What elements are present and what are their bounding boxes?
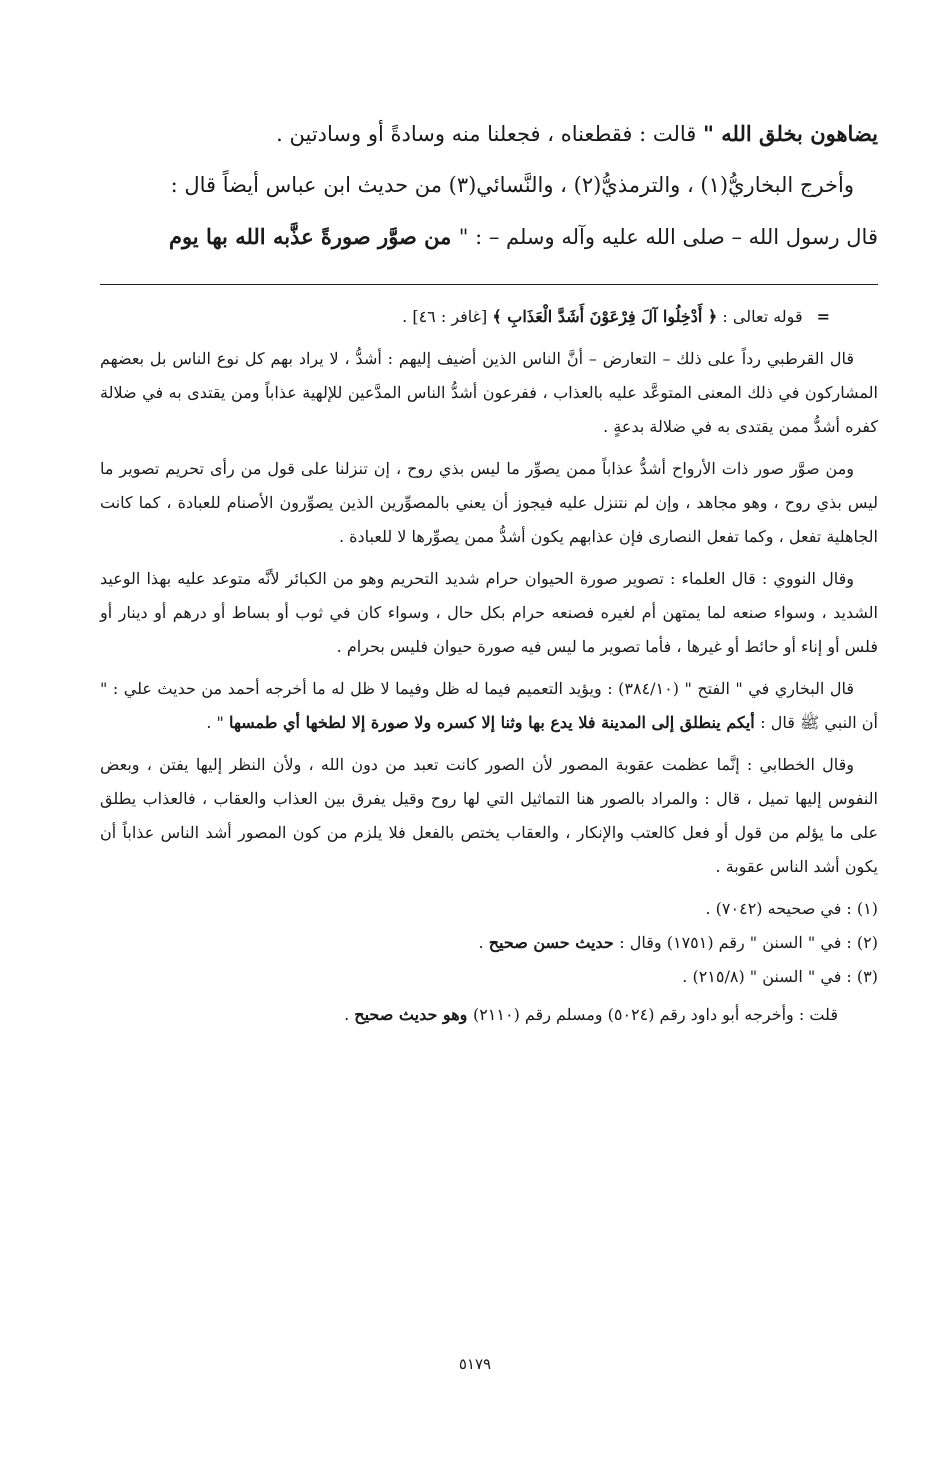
editor-note-grade: وهو حديث صحيح bbox=[354, 1005, 473, 1024]
editor-note-text: قلت : وأخرجه أبو داود رقم (٥٠٢٤) ومسلم رقم (٢١١٠) bbox=[472, 1005, 838, 1024]
footnote-3: (٣) : في " السنن " (٢١٥/٨) . bbox=[682, 967, 878, 986]
editor-note-end: . bbox=[344, 1005, 355, 1024]
footnote-2-end: . bbox=[478, 933, 489, 952]
continuation-marker: = bbox=[816, 307, 830, 326]
commentary-notes bbox=[100, 300, 878, 1032]
footnote-1: (١) : في صحيحه (٧٠٤٢) . bbox=[705, 899, 878, 918]
qurtubi-paragraph: قال القرطبي رداً على ذلك – التعارض – أنَّ الناس الذين أضيف إليهم : أشدُّ ، لا يراد بهم كل نوع الناس بل بعضهم المشاركون في ذلك المعنى المتوعَّد عليه بالعذاب ، ففرعون أشدُّ الناس المدَّعين للإلهية عذاباً ومن يقتدى به في ضلالة كفره أشدُّ ممن يقتدى به في ضلالة بدعةٍ . bbox=[100, 349, 878, 436]
main-line-3-text: قال رسول الله – صلى الله عليه وآله وسلم – : " bbox=[458, 225, 878, 249]
page-number: ٥١٧٩ bbox=[458, 1355, 492, 1373]
bukhari-text: قال البخاري في " الفتح " (٣٨٤/١٠) : ويؤيد التعميم فيما له ظل وفيما لا ظل له ما أخرجه أحمد من حديث علي : " أن النبي ﷺ قال : bbox=[100, 679, 878, 732]
bukhari-bold: أيكم ينطلق إلى المدينة فلا يدع بها وثنا إلا كسره ولا صورة إلا لطخها أي طمسها bbox=[228, 713, 761, 732]
quran-intro: قوله تعالى : bbox=[722, 307, 803, 326]
main-text bbox=[100, 108, 878, 263]
editor-note bbox=[100, 998, 878, 1032]
bukhari-paragraph bbox=[100, 672, 878, 740]
main-line-1 bbox=[100, 108, 878, 160]
khattabi-paragraph: وقال الخطابي : إنَّما عظمت عقوبة المصور لأن الصور كانت تعبد من دون الله ، ولأن النظر إليها يفتن ، وبعض النفوس إليها تميل ، قال : والمراد بالصور هنا التماثيل التي لها روح وقيل يفرق بين العذاب والعقاب ، فالعذاب يطلق على ما يؤلم من قول أو فعل كالعتب والإنكار ، والعقاب يختص بالفعل فلا يلزم من كون المصور أشد الناس عذاباً أن يكون أشد الناس عقوبة . bbox=[100, 755, 879, 876]
quran-ref: [غافر : ٤٦] . bbox=[402, 307, 493, 326]
main-line-1-text: قالت : فقطعناه ، فجعلنا منه وسادةً أو وسادتين . bbox=[276, 122, 704, 146]
footnote-2 bbox=[100, 926, 878, 960]
main-line-2: وأخرج البخاريُّ(١) ، والترمذيُّ(٢) ، والنَّسائي(٣) من حديث ابن عباس أيضاً قال : bbox=[170, 173, 854, 197]
quran-note bbox=[100, 300, 878, 334]
footnote-2-text: (٢) : في " السنن " رقم (١٧٥١) وقال : bbox=[619, 933, 878, 952]
quran-verse: ﴿ أَدْخِلُوا آلَ فِرْعَوْنَ أَشَدَّ الْعَذَابِ ﴾ bbox=[492, 307, 718, 326]
nawawi-paragraph: وقال النووي : قال العلماء : تصوير صورة الحيوان حرام شديد التحريم وهو من الكبائر لأنَّه متوعد عليه بهذا الوعيد الشديد ، وسواء صنعه لما يمتهن أم لغيره فصنعه حرام بكل حال ، وسواء كان في ثوب أو بساط أو درهم أو دينار أو فلس أو إناء أو حائط أو غيرها ، فأما تصوير ما ليس فيه صورة حيوان فليس بحرام . bbox=[100, 569, 878, 656]
hadith-bold-text: من صوَّر صورةً عذَّبه الله بها يوم bbox=[168, 224, 459, 249]
footnote-separator bbox=[100, 284, 878, 285]
main-line-3 bbox=[100, 211, 878, 263]
hadith-bold-start: يضاهون بخلق الله " bbox=[703, 121, 878, 146]
footnote-2-grade: حديث حسن صحيح bbox=[488, 933, 620, 952]
bukhari-end: " . bbox=[206, 713, 229, 732]
qurtubi-paragraph-2: ومن صوَّر صور ذات الأرواح أشدُّ عذاباً ممن يصوِّر ما ليس بذي روح ، إن تنزلنا على قول من رأى تحريم تصوير ما ليس بذي روح ، وهو مجاهد ، وإن لم نتنزل عليه فيجوز أن يعني بالمصوِّرين الذين يصوِّرون الأصنام للعبادة ، كما كانت الجاهلية تفعل ، وكما تفعل النصارى فإن عذابهم يكون أشدُّ ممن يصوِّرها لا للعبادة . bbox=[100, 459, 878, 546]
